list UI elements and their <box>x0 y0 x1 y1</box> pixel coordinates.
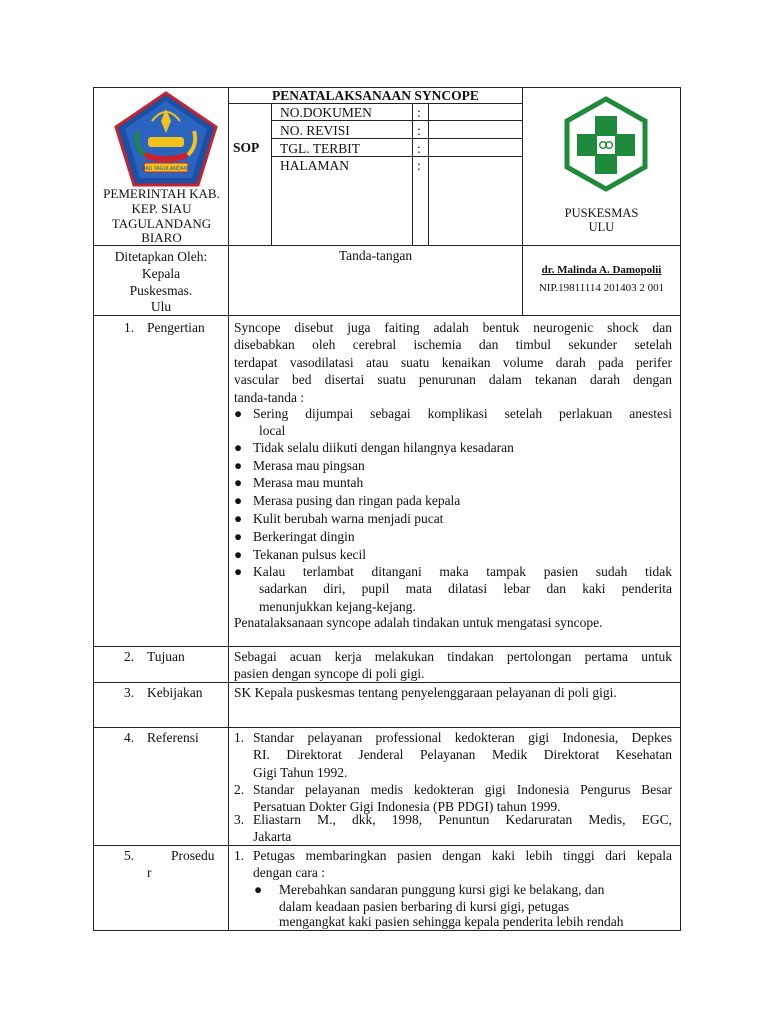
field-sep: : <box>417 105 421 120</box>
ref-line: Persatuan Dokter Gigi Indonesia (PB PDGI) tahun 1999. <box>253 799 561 815</box>
list-item <box>234 528 672 546</box>
signer-nip: NIP.19811114 201403 2 001 <box>538 282 665 294</box>
field-label-no-dokumen: NO.DOKUMEN <box>280 105 372 120</box>
bullet-line: sadarkan diri, pupil mata dilatasi lebar dan kaki penderita <box>259 581 672 597</box>
sop-title: PENATALAKSANAAN SYNCOPE <box>272 88 479 103</box>
sub-bullet-line: dalam keadaan pasien berbaring di kursi gigi, petugas <box>279 899 570 915</box>
table-left-border <box>93 87 94 930</box>
tanda-tangan-label: Tanda-tangan <box>338 248 413 263</box>
ref-line: RI. Direktorat Jenderal Pelayanan Medik Direktorat Kesehatan <box>253 747 672 763</box>
section-number: 4. <box>124 730 135 745</box>
bullet-icon: ● <box>234 406 243 421</box>
section-label-pengertian: Pengertian <box>147 320 205 335</box>
tujuan-text <box>234 648 672 683</box>
bullet-line: local <box>259 423 286 439</box>
bullet-line: Tekanan pulsus kecil <box>253 547 367 562</box>
right-org-line-2: ULU <box>588 220 615 234</box>
bullet-icon: ● <box>234 511 243 526</box>
ref-number: 1. <box>234 730 245 745</box>
field-label-no-revisi: NO. REVISI <box>280 123 350 138</box>
body-col-line <box>228 315 229 930</box>
ditetapkan-line-1: Ditetapkan Oleh: <box>114 249 208 264</box>
bullet-icon: ● <box>234 475 243 490</box>
left-org-line-4: BIARO <box>141 230 182 245</box>
bullet-line: Berkeringat dingin <box>253 529 355 544</box>
section-number: 3. <box>124 685 135 700</box>
list-item <box>234 492 672 510</box>
left-org-line-3: TAGULANDANG <box>111 216 212 231</box>
section-label-tujuan: Tujuan <box>147 649 185 664</box>
tujuan-line: pasien dengan syncope di poli gigi. <box>234 666 425 682</box>
bullet-line: Merasa mau pingsan <box>253 458 365 473</box>
bullet-icon: ● <box>254 882 263 897</box>
bullet-icon: ● <box>234 493 243 508</box>
list-item <box>234 405 672 441</box>
bullet-line: menunjukkan kejang-kejang. <box>259 598 416 614</box>
list-item <box>254 881 672 933</box>
bullet-icon: ● <box>234 458 243 473</box>
header-col-line-1 <box>228 87 229 316</box>
bullet-icon: ● <box>234 564 243 579</box>
step-number: 1. <box>234 848 245 863</box>
bullet-icon: ● <box>234 547 243 562</box>
ref-number: 2. <box>234 782 245 797</box>
kebijakan-text: SK Kepala puskesmas tentang penyelenggaraan pelayanan di poli gigi. <box>234 685 617 700</box>
section-label-prosedur-part1: Prosedu <box>171 848 215 863</box>
sub-bullet-line: Merebahkan sandaran punggung kursi gigi ke belakang, dan <box>279 882 605 897</box>
field-sep: : <box>417 141 421 156</box>
intro-line: Syncope disebut juga faiting adalah bentuk neurogenic shock dan <box>234 320 672 335</box>
section-label-referensi: Referensi <box>147 730 199 745</box>
ref-line: Eliastarn M., dkk, 1998, Penuntun Kedaruratan Medis, EGC, <box>253 812 672 827</box>
kabupaten-crest-logo <box>114 91 218 187</box>
sub-bullet-line: mengangkat kaki pasien sehingga kepala penderita lebih rendah <box>279 914 624 929</box>
ditetapkan-line-3: Puskesmas. <box>129 283 193 298</box>
bullet-icon: ● <box>234 529 243 544</box>
sop-label: SOP <box>233 140 260 155</box>
bullet-line: Merasa pusing dan ringan pada kepala <box>253 493 461 508</box>
bullet-line: Merasa mau muntah <box>253 475 364 490</box>
section-label-kebijakan: Kebijakan <box>147 685 203 700</box>
list-item <box>234 847 672 883</box>
signer-name: dr. Malinda A. Damopolii <box>541 264 662 276</box>
pengertian-closing: Penatalaksanaan syncope adalah tindakan untuk mengatasi syncope. <box>234 615 603 630</box>
list-item <box>234 439 672 457</box>
left-org-line-2: KEP. SIAU <box>131 201 192 216</box>
ref-line: Standar pelayanan medis kedokteran gigi Indonesia Pengurus Besar <box>253 782 672 797</box>
list-item <box>234 563 672 617</box>
tujuan-line: Sebagai acuan kerja melakukan tindakan pertolongan pertama untuk <box>234 649 672 664</box>
intro-line: disebabkan oleh cerebral ischemia dan timbul sekunder setelah <box>234 337 672 353</box>
puskesmas-logo <box>563 96 649 192</box>
ditetapkan-line-2: Kepala <box>141 266 181 281</box>
ditetapkan-line-4: Ulu <box>150 299 172 314</box>
section-label-prosedur-part2: r <box>147 865 152 880</box>
ref-line: Gigi Tahun 1992. <box>253 764 348 780</box>
field-col-line-1 <box>412 103 413 245</box>
list-item <box>234 457 672 475</box>
bullet-line: Kulit berubah warna menjadi pucat <box>253 511 444 526</box>
header-bottom-line <box>93 315 680 316</box>
section-number: 5. <box>124 848 135 863</box>
step-line: Petugas membaringkan pasien dengan kaki lebih tinggi dari kepala <box>253 848 672 863</box>
bullet-icon: ● <box>234 440 243 455</box>
field-sep: : <box>417 123 421 138</box>
row-line-1 <box>93 646 680 647</box>
row-line-3 <box>93 727 680 728</box>
list-item <box>234 474 672 492</box>
left-org-line-1: PEMERINTAH KAB. <box>103 186 220 201</box>
section-number: 1. <box>124 320 135 335</box>
table-right-border <box>680 87 681 930</box>
crest-banner-text: SIAU TAGULANDANG <box>140 166 192 172</box>
ref-number: 3. <box>234 812 245 827</box>
sop-col-line <box>271 103 272 245</box>
list-item <box>234 546 672 564</box>
right-org-line-1: PUSKESMAS <box>564 206 639 220</box>
ref-line: Jakarta <box>253 829 292 845</box>
field-sep: : <box>417 158 421 173</box>
field-col-line-2 <box>428 103 429 245</box>
bullet-line: Kalau terlambat ditangani maka tampak pasien sudah tidak <box>253 564 672 579</box>
intro-line: vascular bed disertai suatu penurunan dalam tekanan darah dengan <box>234 372 672 388</box>
ref-line: Standar pelayanan professional kedokteran gigi Indonesia, Depkes <box>253 730 672 745</box>
list-item <box>234 729 672 783</box>
field-label-halaman: HALAMAN <box>280 158 349 173</box>
bullet-line: Tidak selalu diikuti dengan hilangnya kesadaran <box>253 440 514 455</box>
list-item <box>234 510 672 528</box>
list-item <box>234 811 672 847</box>
intro-line: terdapat vasodilatasi atau suatu kenaikan volume darah pada perifer <box>234 354 672 370</box>
pengertian-intro <box>234 319 672 406</box>
intro-line: tanda-tanda : <box>234 389 305 405</box>
step-line: dengan cara : <box>253 865 325 881</box>
section-number: 2. <box>124 649 135 664</box>
bullet-line: Sering dijumpai sebagai komplikasi setelah perlakuan anestesi <box>253 406 672 421</box>
field-label-tgl-terbit: TGL. TERBIT <box>280 141 360 156</box>
